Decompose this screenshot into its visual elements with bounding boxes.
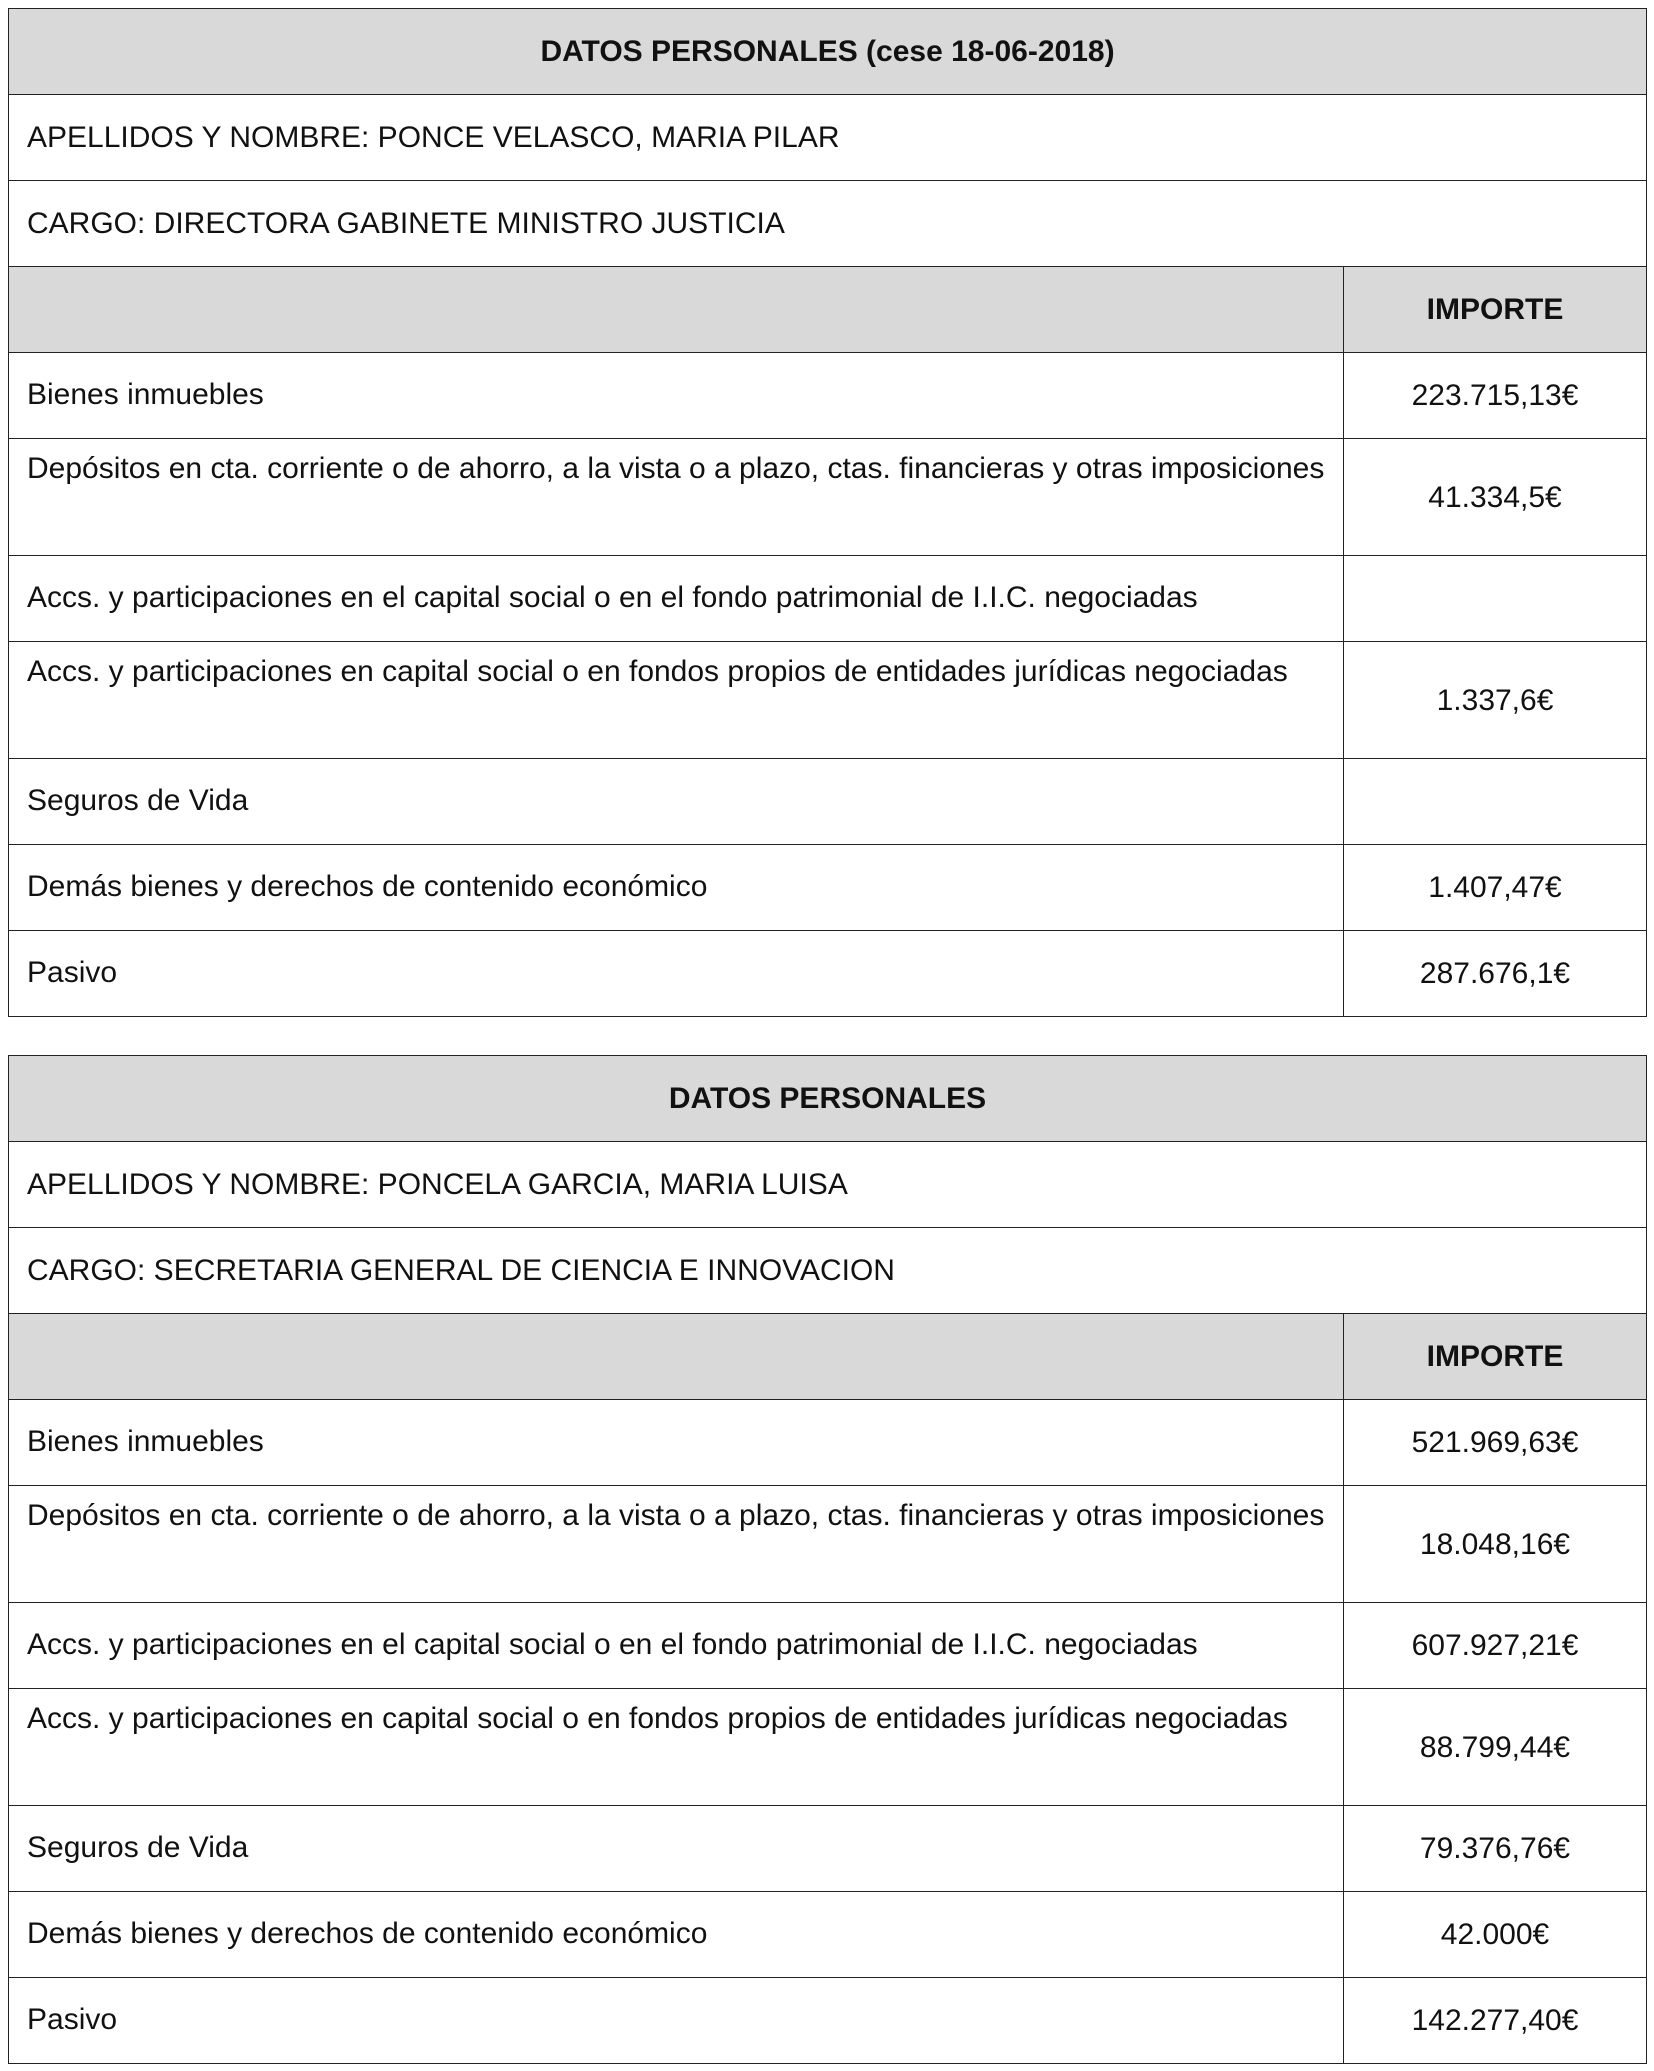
table-row [9,439,1647,556]
importe-header: IMPORTE [1344,1314,1647,1400]
table-title-row [9,1056,1647,1142]
blank-header-cell [9,1314,1344,1400]
declaration-table-1 [8,8,1647,1017]
row-label: Accs. y participaciones en el capital social o en el fondo patrimonial de I.I.C. negociadas [9,556,1344,642]
table-row [9,759,1647,845]
column-header-row [9,1314,1647,1400]
table-row [9,1978,1647,2064]
row-label: Depósitos en cta. corriente o de ahorro, a la vista o a plazo, ctas. financieras y otras imposiciones [9,1486,1344,1603]
table-row [9,845,1647,931]
row-amount: 607.927,21€ [1344,1603,1647,1689]
name-line: APELLIDOS Y NOMBRE: PONCELA GARCIA, MARIA LUISA [9,1142,1647,1228]
row-amount: 42.000€ [1344,1892,1647,1978]
row-label: Demás bienes y derechos de contenido económico [9,845,1344,931]
row-amount: 142.277,40€ [1344,1978,1647,2064]
cargo-row [9,181,1647,267]
table-row [9,353,1647,439]
blank-header-cell [9,267,1344,353]
table-row [9,1603,1647,1689]
row-amount: 1.407,47€ [1344,845,1647,931]
declaration-table-2 [8,1055,1647,2064]
row-amount [1344,556,1647,642]
row-label: Bienes inmuebles [9,353,1344,439]
row-label: Depósitos en cta. corriente o de ahorro, a la vista o a plazo, ctas. financieras y otras imposiciones [9,439,1344,556]
name-line: APELLIDOS Y NOMBRE: PONCE VELASCO, MARIA PILAR [9,95,1647,181]
row-label: Seguros de Vida [9,759,1344,845]
table-row [9,1486,1647,1603]
table-row [9,642,1647,759]
row-label: Accs. y participaciones en el capital social o en el fondo patrimonial de I.I.C. negociadas [9,1603,1344,1689]
table-row [9,1892,1647,1978]
cargo-row [9,1228,1647,1314]
name-row [9,1142,1647,1228]
cargo-line: CARGO: SECRETARIA GENERAL DE CIENCIA E INNOVACION [9,1228,1647,1314]
row-label: Pasivo [9,1978,1344,2064]
row-label: Accs. y participaciones en capital social o en fondos propios de entidades jurídicas negociadas [9,642,1344,759]
row-amount: 521.969,63€ [1344,1400,1647,1486]
row-amount: 41.334,5€ [1344,439,1647,556]
table-title: DATOS PERSONALES [9,1056,1647,1142]
table-row [9,1400,1647,1486]
table-title: DATOS PERSONALES (cese 18-06-2018) [9,9,1647,95]
table-row [9,556,1647,642]
row-amount: 223.715,13€ [1344,353,1647,439]
row-label: Demás bienes y derechos de contenido económico [9,1892,1344,1978]
table-title-row [9,9,1647,95]
row-amount: 88.799,44€ [1344,1689,1647,1806]
table-row [9,1689,1647,1806]
row-amount: 287.676,1€ [1344,931,1647,1017]
row-amount: 79.376,76€ [1344,1806,1647,1892]
row-amount: 18.048,16€ [1344,1486,1647,1603]
table-row [9,931,1647,1017]
row-amount [1344,759,1647,845]
name-row [9,95,1647,181]
importe-header: IMPORTE [1344,267,1647,353]
cargo-line: CARGO: DIRECTORA GABINETE MINISTRO JUSTICIA [9,181,1647,267]
column-header-row [9,267,1647,353]
row-amount: 1.337,6€ [1344,642,1647,759]
row-label: Bienes inmuebles [9,1400,1344,1486]
row-label: Accs. y participaciones en capital social o en fondos propios de entidades jurídicas negociadas [9,1689,1344,1806]
table-row [9,1806,1647,1892]
row-label: Seguros de Vida [9,1806,1344,1892]
row-label: Pasivo [9,931,1344,1017]
